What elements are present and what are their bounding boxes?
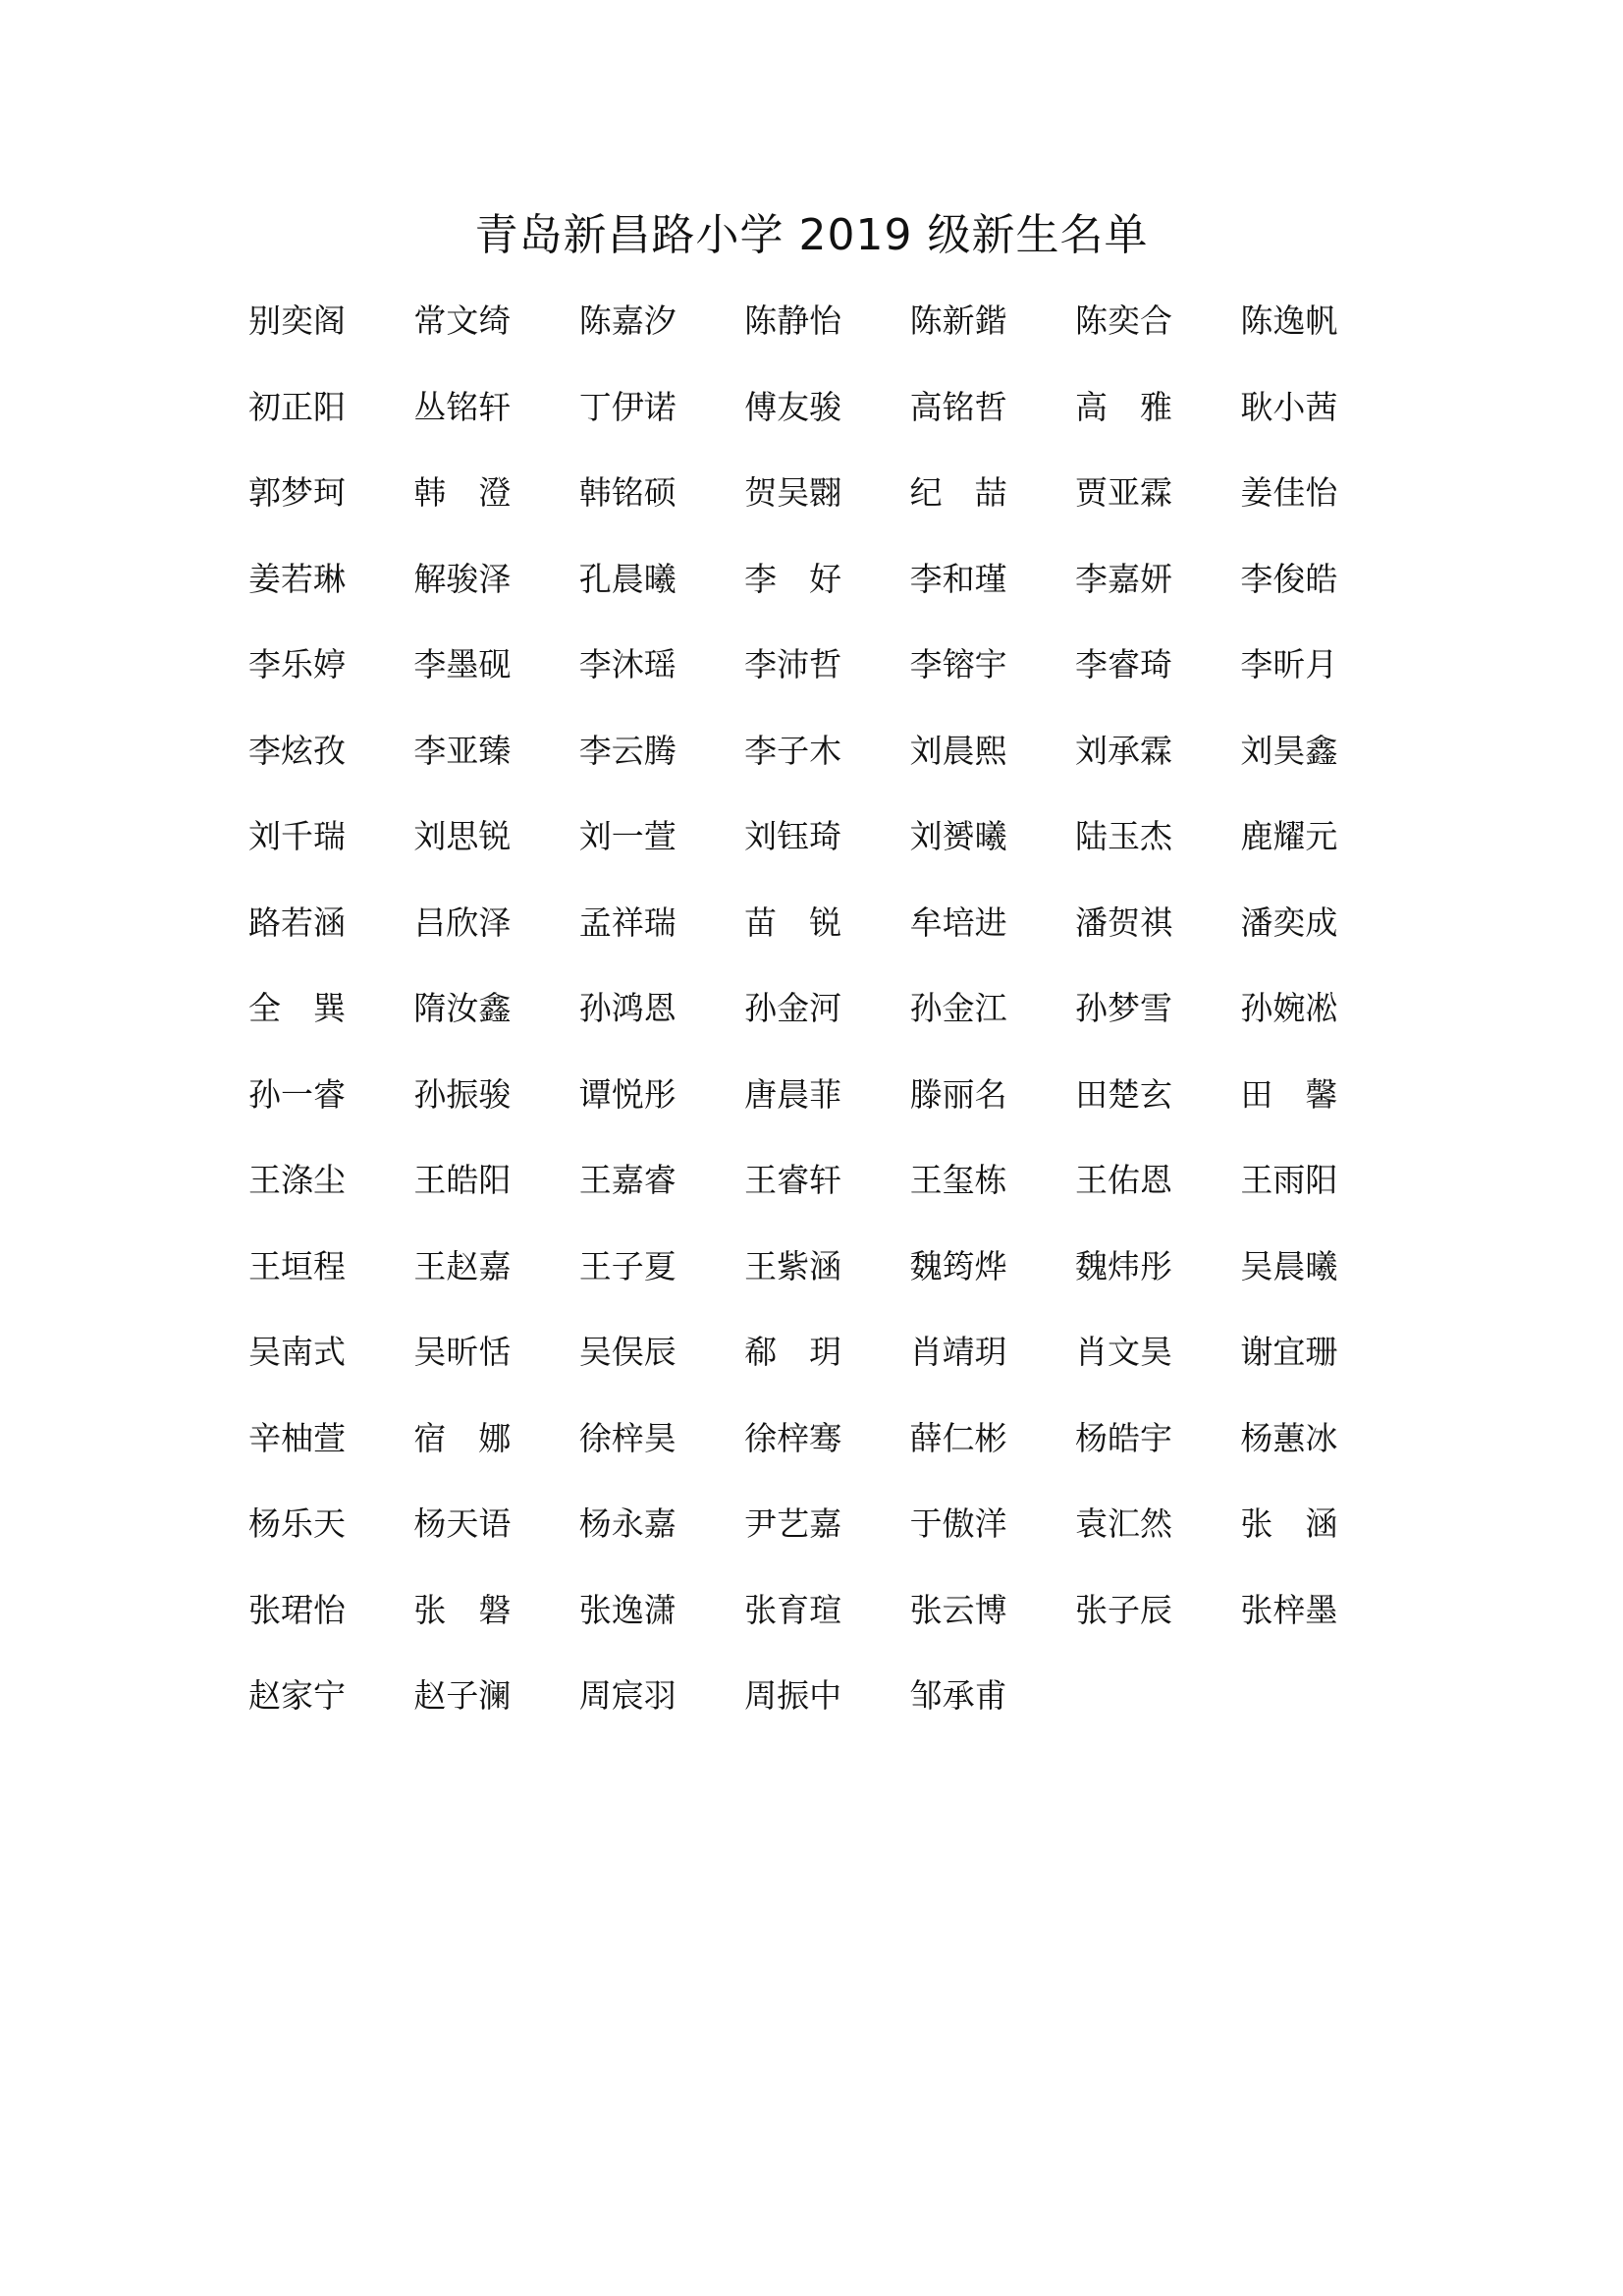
student-name: 牟培进 <box>909 902 1007 942</box>
student-name: 杨皓宇 <box>1074 1418 1172 1457</box>
student-name: 耿小茜 <box>1240 387 1338 426</box>
student-name: 王皓阳 <box>413 1161 512 1199</box>
student-name: 张育瑄 <box>744 1590 842 1629</box>
student-name: 王玺栋 <box>909 1161 1007 1199</box>
student-name: 潘奕成 <box>1240 902 1338 942</box>
student-name: 唐晨菲 <box>744 1074 842 1114</box>
student-name: 刘昊鑫 <box>1240 731 1338 770</box>
student-name: 全 巽 <box>248 989 346 1027</box>
student-name: 孙鸿恩 <box>578 989 676 1027</box>
student-name: 宿 娜 <box>413 1418 512 1457</box>
student-name: 李昕月 <box>1240 645 1338 683</box>
student-name: 高 雅 <box>1074 387 1172 426</box>
student-name: 李沐瑶 <box>578 645 676 683</box>
student-name: 李云腾 <box>578 731 676 770</box>
student-name: 孙婉凇 <box>1240 989 1338 1027</box>
student-name: 吴晨曦 <box>1240 1246 1338 1285</box>
student-name: 贺吴翾 <box>744 473 842 512</box>
student-name: 纪 喆 <box>909 473 1007 512</box>
student-name: 徐梓骞 <box>744 1418 842 1457</box>
student-name: 李睿琦 <box>1074 645 1172 683</box>
student-name: 张梓墨 <box>1240 1590 1338 1629</box>
name-list <box>248 292 1407 1753</box>
student-name: 尹艺嘉 <box>744 1504 842 1543</box>
student-name: 魏炜彤 <box>1074 1246 1172 1285</box>
student-name: 路若涵 <box>248 902 346 942</box>
student-name: 李嘉妍 <box>1074 559 1172 598</box>
student-name: 吴俣辰 <box>578 1333 676 1371</box>
student-name: 常文绮 <box>413 301 512 340</box>
student-name: 周振中 <box>744 1676 842 1715</box>
student-name: 解骏泽 <box>413 559 512 598</box>
student-name: 刘晨熙 <box>909 731 1007 770</box>
student-name: 肖靖玥 <box>909 1333 1007 1371</box>
student-name: 陈奕合 <box>1074 301 1172 340</box>
student-name: 陈静怡 <box>744 301 842 340</box>
student-name: 孟祥瑞 <box>578 902 676 942</box>
student-name: 姜若琳 <box>248 559 346 598</box>
student-name: 孙梦雪 <box>1074 989 1172 1027</box>
student-name: 陈逸帆 <box>1240 301 1338 340</box>
student-name: 李俊皓 <box>1240 559 1338 598</box>
student-name: 张云博 <box>909 1590 1007 1629</box>
student-name: 肖文昊 <box>1074 1333 1172 1371</box>
student-name: 于傲洋 <box>909 1504 1007 1543</box>
student-name: 李镕宇 <box>909 645 1007 683</box>
student-name: 张逸潇 <box>578 1590 676 1629</box>
student-name: 刘承霖 <box>1074 731 1172 770</box>
student-name: 李和瑾 <box>909 559 1007 598</box>
student-name: 王嘉睿 <box>578 1161 676 1199</box>
student-name: 丛铭轩 <box>413 387 512 426</box>
student-name: 丁伊诺 <box>578 387 676 426</box>
student-name: 周宸羽 <box>578 1676 676 1715</box>
student-name: 杨永嘉 <box>578 1504 676 1543</box>
student-name: 吕欣泽 <box>413 902 512 942</box>
student-name: 田 馨 <box>1240 1074 1338 1114</box>
student-name: 谭悦彤 <box>578 1074 676 1114</box>
student-name: 滕丽名 <box>909 1074 1007 1114</box>
student-name: 赵家宁 <box>248 1676 346 1715</box>
student-name: 孙金河 <box>744 989 842 1027</box>
student-name: 王涤尘 <box>248 1161 346 1199</box>
student-name: 陈嘉汐 <box>578 301 676 340</box>
student-name: 李乐婷 <box>248 645 346 683</box>
student-name: 王子夏 <box>578 1246 676 1285</box>
student-name: 张 磐 <box>413 1590 512 1629</box>
student-name: 田楚玄 <box>1074 1074 1172 1114</box>
student-name: 王睿轩 <box>744 1161 842 1199</box>
student-name: 王赵嘉 <box>413 1246 512 1285</box>
student-name: 潘贺祺 <box>1074 902 1172 942</box>
student-name: 高铭哲 <box>909 387 1007 426</box>
student-name: 鹿耀元 <box>1240 817 1338 855</box>
student-name: 别奕阁 <box>248 301 346 340</box>
student-name: 徐梓昊 <box>578 1418 676 1457</box>
student-name: 魏筠烨 <box>909 1246 1007 1285</box>
student-name: 杨乐天 <box>248 1504 346 1543</box>
student-name: 苗 锐 <box>744 902 842 942</box>
student-name: 初正阳 <box>248 387 346 426</box>
student-name: 韩铭硕 <box>578 473 676 512</box>
student-name: 薛仁彬 <box>909 1418 1007 1457</box>
student-name: 孙金江 <box>909 989 1007 1027</box>
student-name: 刘思锐 <box>413 817 512 855</box>
student-name: 吴昕恬 <box>413 1333 512 1371</box>
student-name: 陈新鍇 <box>909 301 1007 340</box>
student-name: 孙振骏 <box>413 1074 512 1114</box>
student-name: 刘一萱 <box>578 817 676 855</box>
student-name: 邹承甫 <box>909 1676 1007 1715</box>
student-name: 刘千瑞 <box>248 817 346 855</box>
student-name: 傅友骏 <box>744 387 842 426</box>
student-name: 郗 玥 <box>744 1333 842 1371</box>
student-name: 王雨阳 <box>1240 1161 1338 1199</box>
student-name: 李子木 <box>744 731 842 770</box>
student-name: 杨蕙冰 <box>1240 1418 1338 1457</box>
document-title: 青岛新昌路小学 2019 级新生名单 <box>474 210 1149 260</box>
student-name: 李 好 <box>744 559 842 598</box>
student-name: 李墨砚 <box>413 645 512 683</box>
student-name: 韩 澄 <box>413 473 512 512</box>
student-name: 袁汇然 <box>1074 1504 1172 1543</box>
student-name: 李炫孜 <box>248 731 346 770</box>
student-name: 郭梦珂 <box>248 473 346 512</box>
student-name: 吴南式 <box>248 1333 346 1371</box>
student-name: 陆玉杰 <box>1074 817 1172 855</box>
student-name: 张子辰 <box>1074 1590 1172 1629</box>
student-name: 王佑恩 <box>1074 1161 1172 1199</box>
student-name: 赵子澜 <box>413 1676 512 1715</box>
student-name: 隋汝鑫 <box>413 989 512 1027</box>
student-name: 王垣程 <box>248 1246 346 1285</box>
student-name: 王紫涵 <box>744 1246 842 1285</box>
student-name: 辛柚萱 <box>248 1418 346 1457</box>
student-name: 孙一睿 <box>248 1074 346 1114</box>
student-name: 李沛哲 <box>744 645 842 683</box>
student-name: 张 涵 <box>1240 1504 1338 1543</box>
student-name: 姜佳怡 <box>1240 473 1338 512</box>
student-name: 贾亚霖 <box>1074 473 1172 512</box>
student-name: 谢宜珊 <box>1240 1333 1338 1371</box>
student-name: 张珺怡 <box>248 1590 346 1629</box>
student-name: 孔晨曦 <box>578 559 676 598</box>
student-name: 杨天语 <box>413 1504 512 1543</box>
student-name: 李亚臻 <box>413 731 512 770</box>
student-name: 刘赟曦 <box>909 817 1007 855</box>
student-name: 刘钰琦 <box>744 817 842 855</box>
